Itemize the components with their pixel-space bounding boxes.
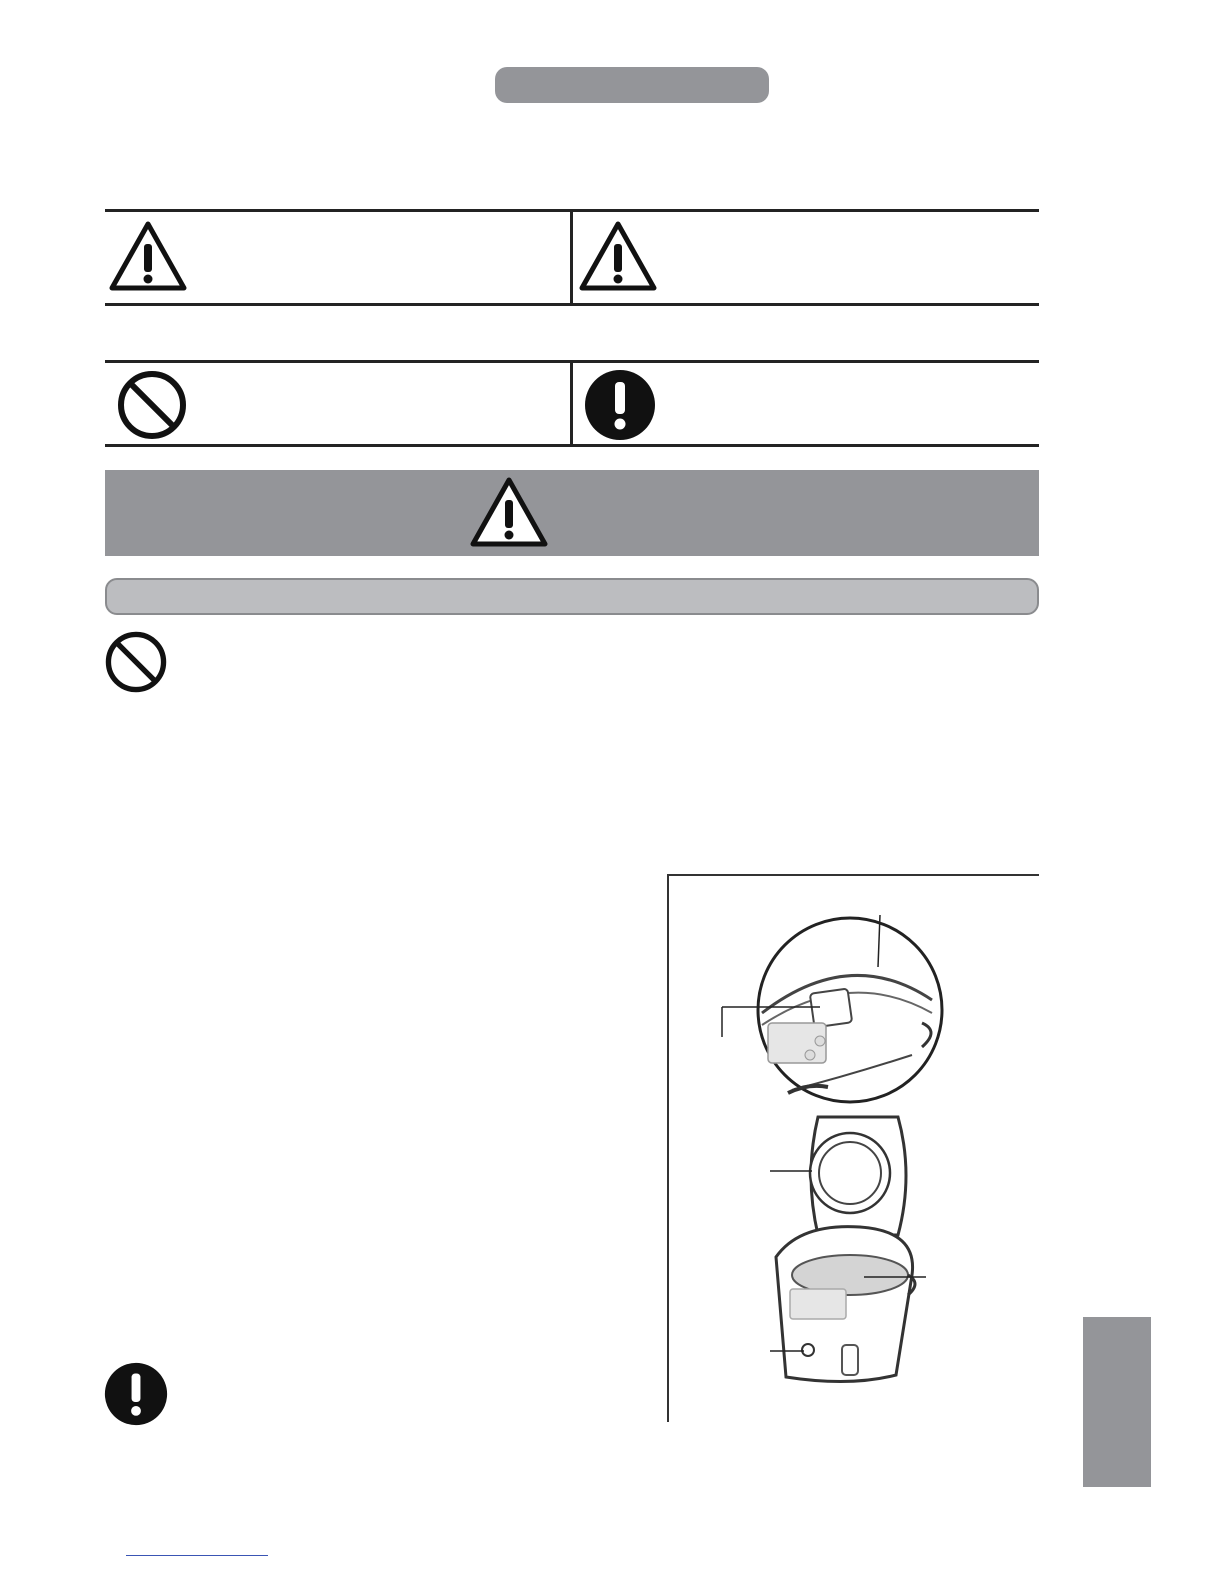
warning-triangle-icon (108, 220, 188, 292)
prohibition-icon (104, 630, 168, 694)
diagram-frame-top (667, 874, 1039, 876)
warning-triangle-icon (578, 220, 658, 292)
mandatory-action-icon (584, 369, 656, 441)
warning-banner (105, 470, 1039, 556)
section-title-pill (495, 67, 769, 103)
table-divider-row2 (570, 360, 573, 446)
table-rule-row1-bottom (105, 303, 1039, 306)
subsection-header (105, 578, 1039, 615)
table-rule-row2-bottom (105, 444, 1039, 447)
prohibition-icon (116, 369, 188, 441)
table-divider-row1 (570, 209, 573, 305)
side-chapter-tab (1083, 1317, 1151, 1487)
footer-link[interactable] (126, 1555, 268, 1556)
water-boiler-illustration (700, 905, 960, 1405)
diagram-frame (667, 874, 669, 1422)
warning-triangle-icon (469, 476, 549, 548)
mandatory-action-icon (104, 1362, 168, 1426)
